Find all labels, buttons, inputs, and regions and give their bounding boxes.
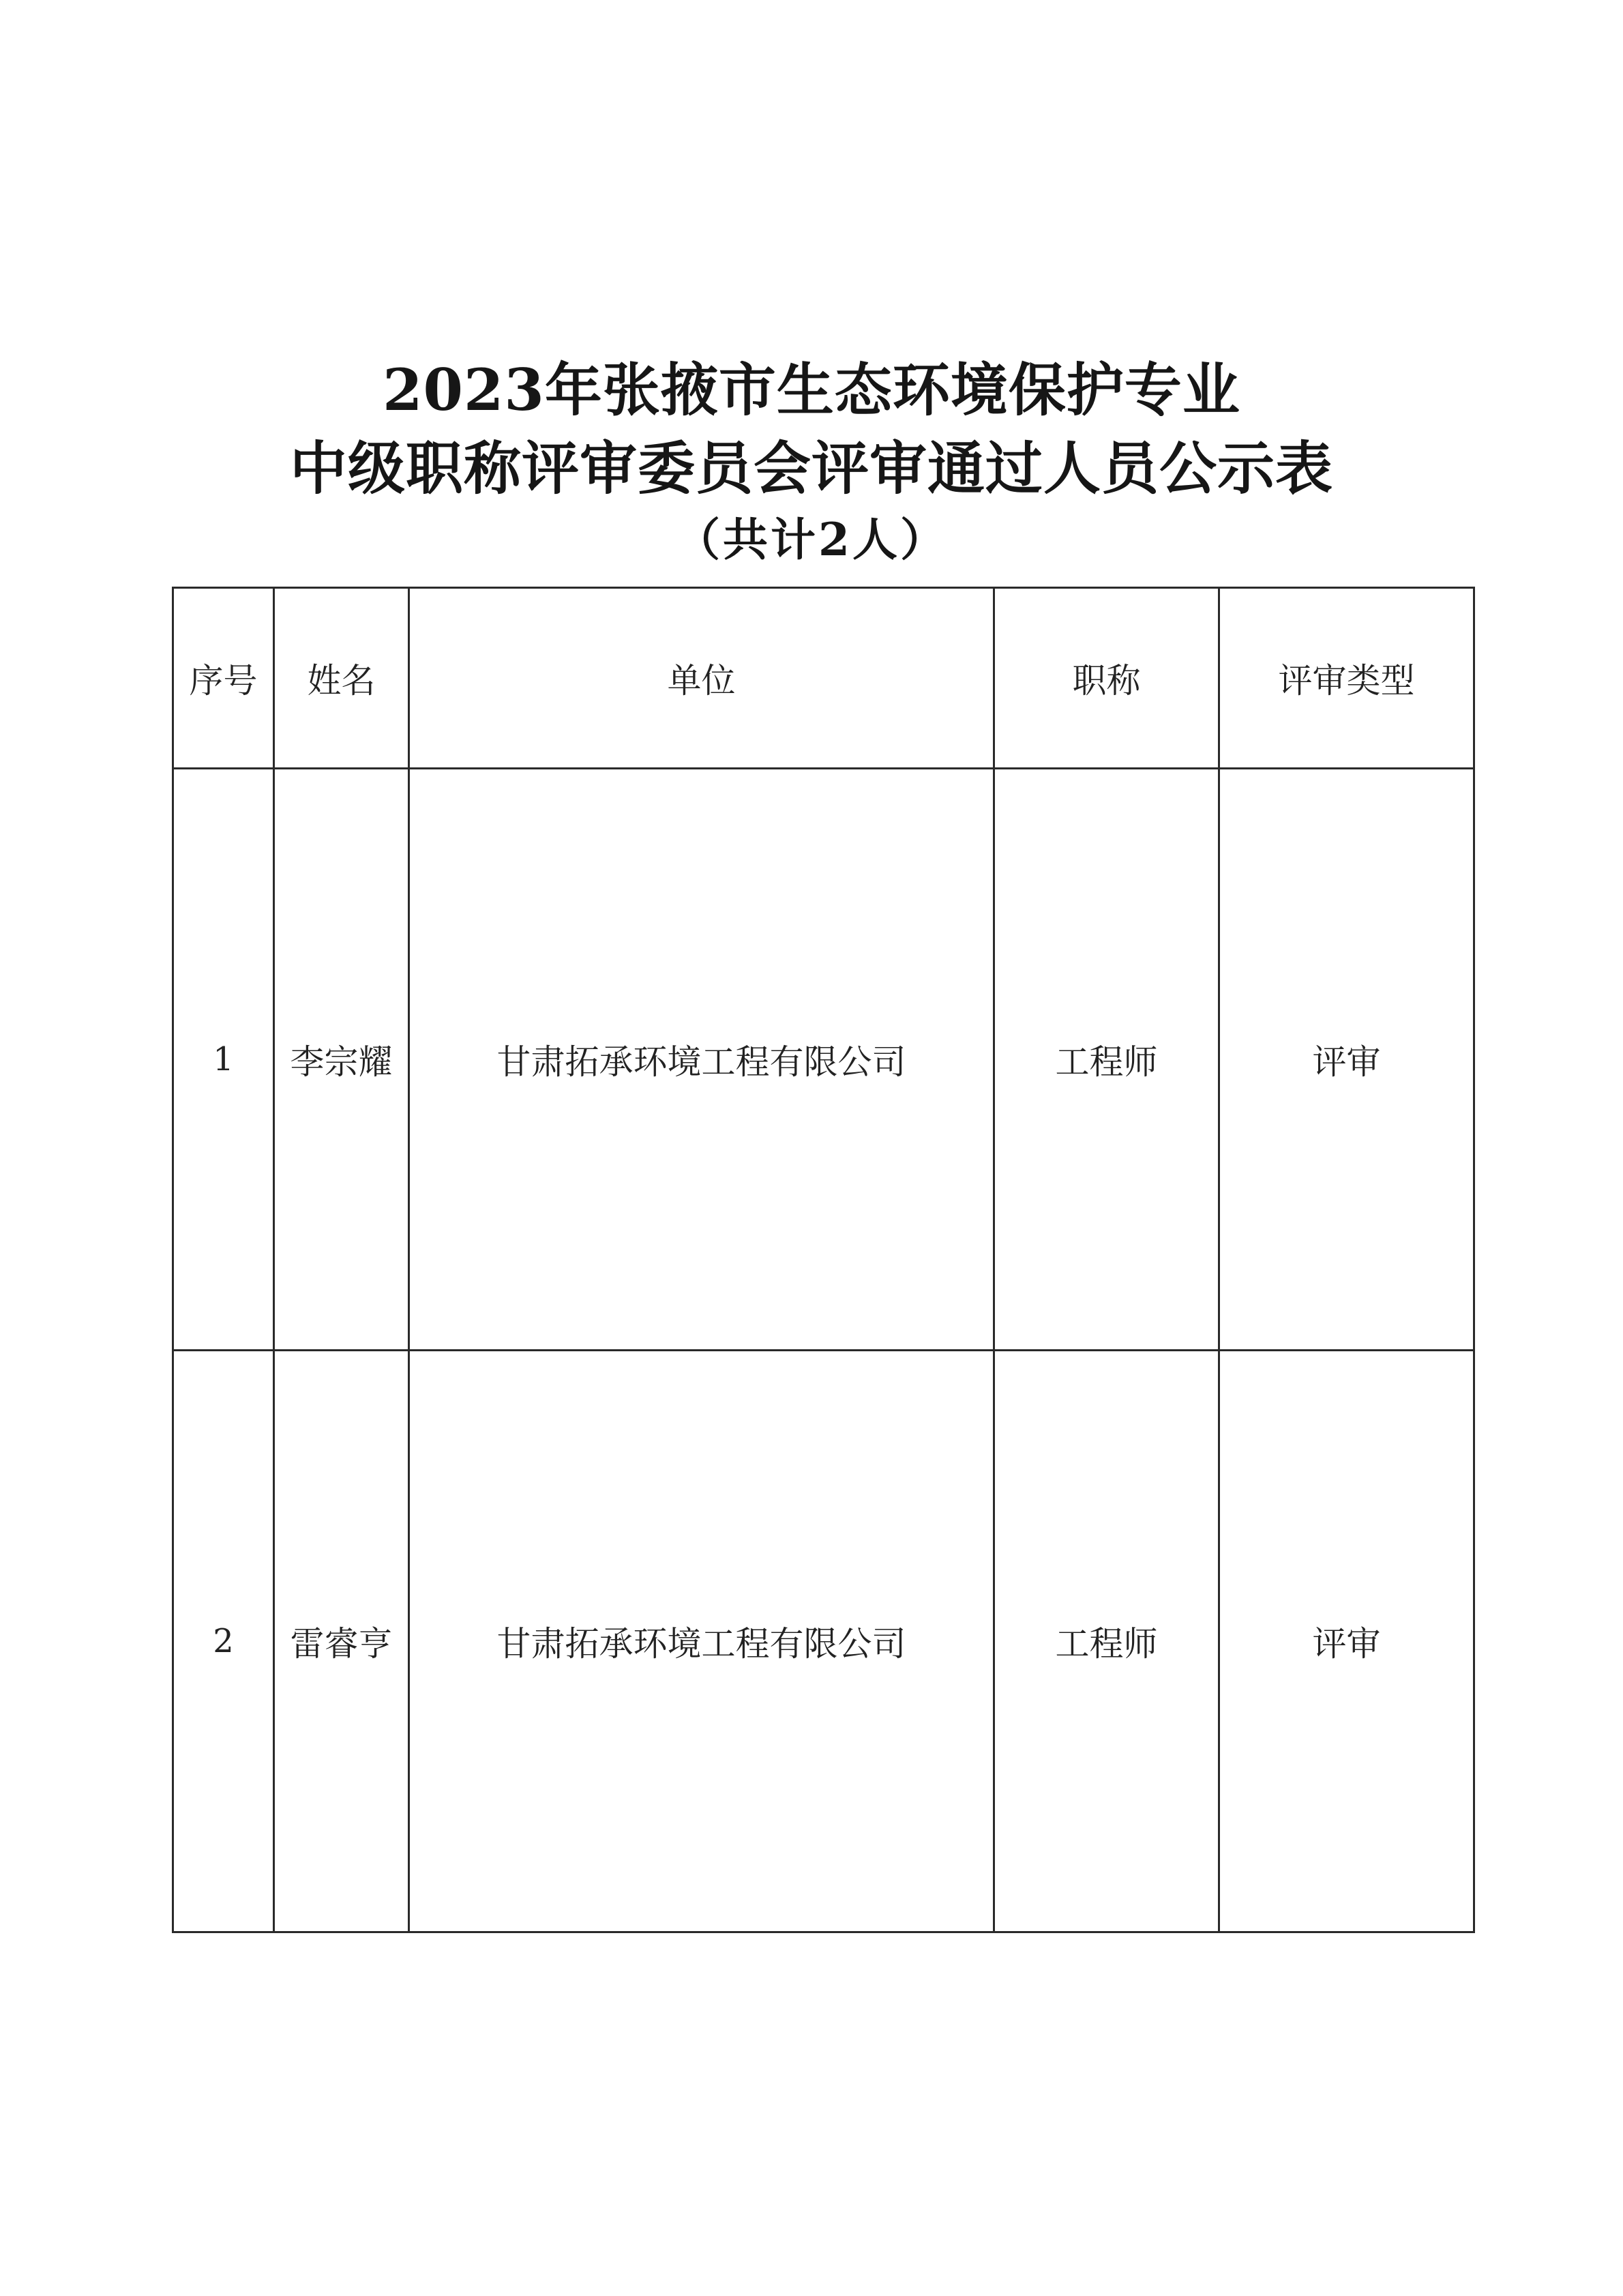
header-serial-number: 序号 (173, 588, 274, 769)
approved-personnel-table (172, 587, 1475, 1933)
header-name: 姓名 (274, 588, 409, 769)
cell-review-type: 评审 (1219, 769, 1474, 1351)
table-header-row (173, 588, 1474, 769)
cell-name: 李宗耀 (274, 769, 409, 1351)
cell-review-type: 评审 (1219, 1351, 1474, 1932)
cell-professional-title: 工程师 (994, 1351, 1219, 1932)
document-title-line-2: 中级职称评审委员会评审通过人员公示表 (289, 435, 1333, 502)
document-title-total-count: （共计2人） (675, 513, 948, 566)
cell-serial-number: 1 (173, 769, 274, 1351)
cell-unit: 甘肃拓承环境工程有限公司 (409, 769, 994, 1351)
table-row (173, 1351, 1474, 1932)
table-row (173, 769, 1474, 1351)
header-professional-title: 职称 (994, 588, 1219, 769)
cell-professional-title: 工程师 (994, 769, 1219, 1351)
header-review-type: 评审类型 (1219, 588, 1474, 769)
cell-unit: 甘肃拓承环境工程有限公司 (409, 1351, 994, 1932)
header-unit: 单位 (409, 588, 994, 769)
cell-serial-number: 2 (173, 1351, 274, 1932)
document-title-line-1: 2023年张掖市生态环境保护专业 (383, 356, 1240, 424)
cell-name: 雷睿亨 (274, 1351, 409, 1932)
